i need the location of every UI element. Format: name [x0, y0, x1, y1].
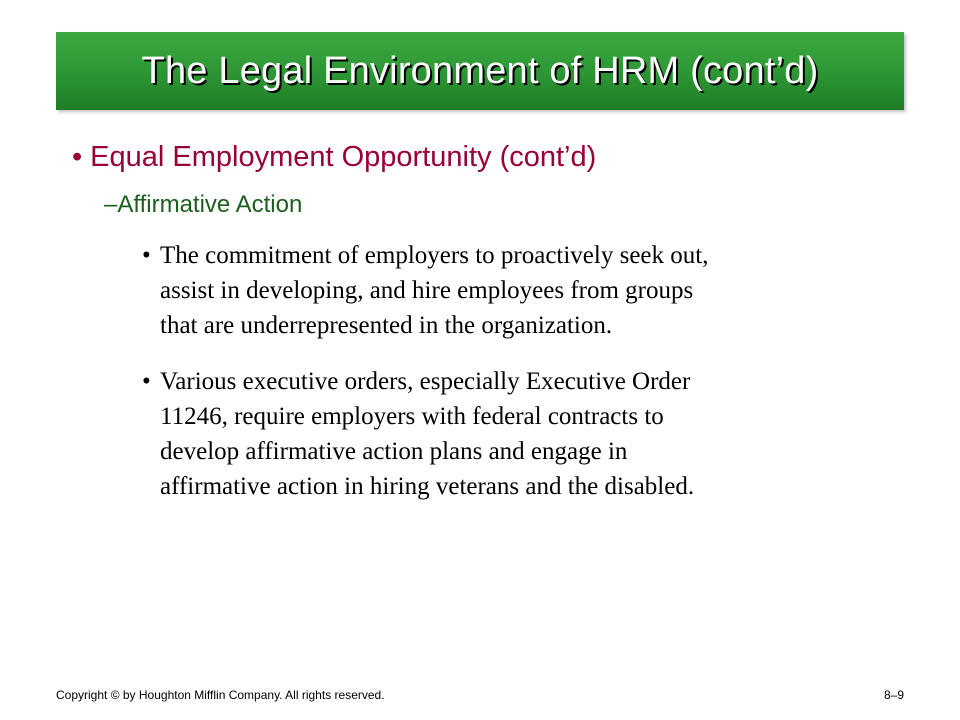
bullet-text-line: The commitment of employers to proactively seek out,	[160, 242, 709, 269]
bullet-icon: •	[142, 368, 151, 395]
slide-title: The Legal Environment of HRM (cont’d)	[141, 49, 819, 92]
bullet-icon: •	[142, 242, 151, 269]
bullet-level1-text: Equal Employment Opportunity (cont’d)	[90, 141, 597, 173]
page-number: 8–9	[883, 688, 904, 702]
copyright-notice: Copyright © by Houghton Mifflin Company. All rights reserved.	[56, 688, 385, 702]
bullet-text-line: 11246, require employers with federal contracts to	[160, 403, 664, 430]
bullet-level3-item-2	[142, 364, 882, 504]
bullet-level3-item-1	[142, 238, 882, 343]
title-bar	[56, 32, 904, 110]
bullet-text-line: develop affirmative action plans and engage in	[160, 438, 628, 465]
bullet-level2	[104, 191, 302, 219]
bullet-text-line: assist in developing, and hire employees from groups	[160, 277, 694, 304]
bullet-text-line: that are underrepresented in the organization.	[160, 312, 613, 339]
bullet-text-line: Various executive orders, especially Executive Order	[160, 368, 691, 395]
bullet-text-line: affirmative action in hiring veterans and the disabled.	[160, 473, 695, 500]
bullet-level2-text: –Affirmative Action	[104, 191, 303, 218]
bullet-level1	[72, 141, 596, 174]
bullet-icon: •	[72, 141, 83, 173]
